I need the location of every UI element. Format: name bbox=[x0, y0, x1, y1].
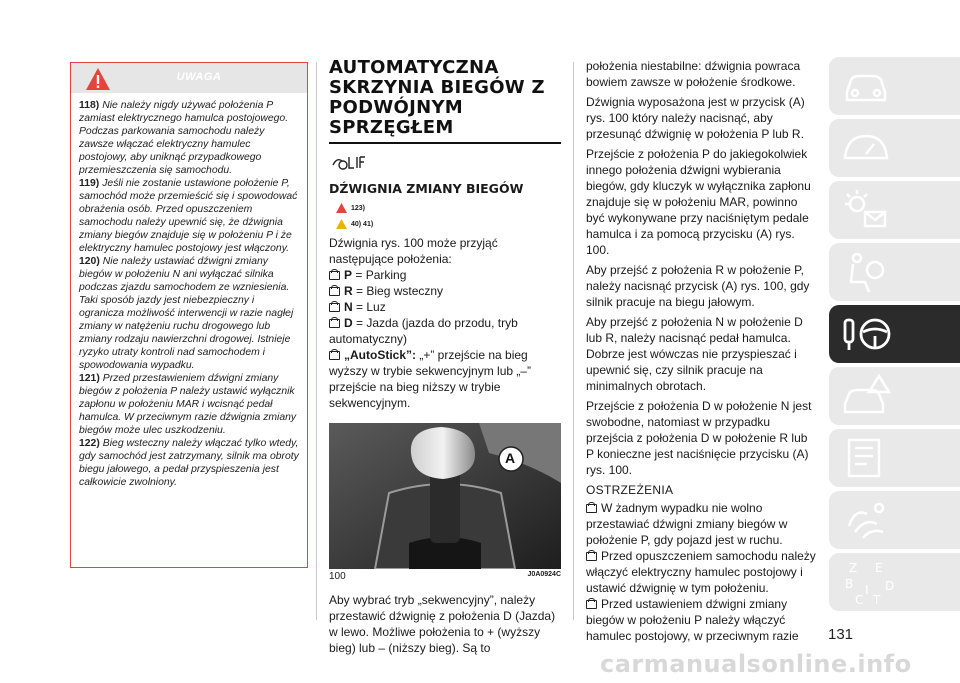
warning-box bbox=[70, 62, 308, 568]
section-title: AUTOMATYCZNA SKRZYNIA BIEGÓW Z PODWÓJNYM SPRZĘGŁEM bbox=[329, 58, 561, 144]
warning-triangle-icon bbox=[336, 203, 347, 213]
key-steering-wheel-icon bbox=[841, 310, 897, 358]
right-column bbox=[586, 58, 818, 644]
car-info-icon bbox=[841, 62, 891, 110]
warning-title: UWAGA bbox=[176, 71, 222, 83]
paragraph: Przejście z położenia P do jakiegokolwiek innego położenia dźwigni wybierania biegów, gdy kluczyk w wyłącznika zapłonu znajduje się w położeniu MAR, powinno być wykonywane przy naciśniętym pedale hamulca i za pomocą przycisku (A) rys. 100. bbox=[586, 147, 811, 257]
note-item: W żadnym wypadku nie wolno przestawiać dźwigni zmiany biegów w położenie P, gdy pojazd jest w ruchu. bbox=[586, 501, 788, 547]
dashboard-icon bbox=[841, 124, 891, 172]
note-item: Przed opuszczeniem samochodu należy włączyć elektryczny hamulec postojowy i ustawić dźwignię w tym położeniu. bbox=[586, 549, 816, 595]
figure-caption bbox=[329, 571, 561, 582]
note-item: Przed ustawieniem dźwigni zmiany biegów w położeniu P należy włączyć hamulec postojowy, w przeciwnym razie bbox=[586, 597, 799, 643]
tab-lights-messages[interactable] bbox=[829, 181, 960, 239]
index-icon bbox=[841, 558, 897, 610]
subsection-title: DŹWIGNIA ZMIANY BIEGÓW bbox=[329, 181, 524, 196]
equipment-symbol bbox=[329, 153, 561, 175]
paragraph: Aby przejść z położenia R w położenie P, należy nacisnąć przycisk (A) rys. 100, gdy silnik pracuje na biegu jałowym. bbox=[586, 263, 810, 309]
car-box-icon bbox=[586, 600, 597, 609]
warning-item: 120) Nie należy ustawiać dźwigni zmiany biegów w położeniu N ani wyłączać silnika podczas zjazdu samochodem ze wzniesienia. Taki sposób jazdy jest niebezpieczny i ogranicza możliwość interwencji w razie nagłej zmiany w natężeniu ruchu drogowego lub zmiany rodzaju nawierzchni drogowej. Istnieje ryzyko utraty kontroli nad samochodem i spowodowania wypadku. bbox=[79, 256, 294, 371]
tab-safety[interactable] bbox=[829, 243, 960, 301]
reference-note: 123) bbox=[351, 204, 366, 212]
caution-triangle-icon bbox=[336, 219, 347, 229]
car-box-icon bbox=[329, 351, 340, 360]
optional-equipment-icon bbox=[329, 153, 367, 173]
tab-dashboard[interactable] bbox=[829, 119, 960, 177]
warning-list bbox=[71, 93, 307, 489]
svg-text:Z: Z bbox=[849, 561, 858, 575]
svg-text:T: T bbox=[873, 593, 881, 607]
position-item: P = Parking bbox=[329, 267, 561, 283]
column-divider bbox=[573, 62, 574, 620]
warning-item: 122) Bieg wsteczny należy włączać tylko wtedy, gdy samochód jest zatrzymany, silnik ma obroty biegu jałowego, a pedał przyspieszenia jest całkowicie zwolniony. bbox=[79, 438, 299, 488]
warning-item: 119) Jeśli nie zostanie ustawione położenie P, samochód może przemieścić się i spowodować obrażenia osób. Przed opuszczeniem samochodu należy upewnić się, że dźwignia zmiany biegów znajduje się w położeniu P i że elektryczny hamulec postojowy jest włączony. bbox=[79, 178, 298, 254]
footer-watermark: carmanualsonline.info bbox=[600, 650, 912, 678]
car-service-icon bbox=[841, 434, 891, 482]
car-warning-icon bbox=[841, 372, 891, 420]
warning-item: 121) Przed przestawieniem dźwigni zmiany biegów z położenia P należy ustawić wyłącznik zapłonu w położeniu MAR i wcisnąć pedał hamulca. W przeciwnym razie dźwignia zmiany biegów może ulec uszkodzeniu. bbox=[79, 373, 297, 436]
position-item: R = Bieg wsteczny bbox=[329, 283, 561, 299]
notes-heading: OSTRZEŻENIA bbox=[586, 483, 674, 497]
safety-airbag-icon bbox=[841, 248, 891, 296]
gear-lever-photo bbox=[329, 423, 561, 569]
paragraph: położenia niestabilne: dźwignia powraca bowiem zawsze w położenie środkowe. bbox=[586, 59, 801, 89]
car-box-icon bbox=[329, 271, 340, 280]
position-item: „AutoStick”: „+” przejście na bieg wyższy w trybie sekwencyjnym lub „–” przejście na bieg niższy w trybie sekwencyjnym. bbox=[329, 348, 532, 410]
svg-text:B: B bbox=[845, 577, 854, 591]
tab-car-info[interactable] bbox=[829, 57, 960, 115]
tab-warnings[interactable] bbox=[829, 367, 960, 425]
car-box-icon bbox=[586, 552, 597, 561]
warning-item: 118) Nie należy nigdy używać położenia P zamiast elektrycznego hamulca postojowego. Podczas parkowania samochodu należy zawsze włączać elektryczny hamulec postojowy, aby uniknąć przypadkowego przemieszczenia się samochodu. bbox=[79, 100, 289, 176]
figure-label: A bbox=[505, 450, 516, 466]
car-box-icon bbox=[329, 287, 340, 296]
car-box-icon bbox=[329, 303, 340, 312]
column-divider bbox=[316, 62, 317, 620]
intro-text: Dźwignia rys. 100 może przyjąć następujące położenia: bbox=[329, 236, 498, 266]
warning-header bbox=[71, 63, 307, 93]
page-number: 131 bbox=[828, 626, 854, 643]
car-box-icon bbox=[329, 319, 340, 328]
figure-number: 100 bbox=[329, 571, 346, 582]
outro-text: Aby wybrać tryb „sekwencyjny”, należy przestawić dźwignię z położenia D (Jazda) w lewo. Możliwe położenia to + (wyższy bieg) lub – (niższy bieg). Są to bbox=[329, 593, 556, 655]
reference-note: 40) 41) bbox=[351, 220, 374, 228]
paragraph: Przejście z położenia D w położenie N jest swobodne, natomiast w przypadku przejścia z położenia D w położenie R lub P konieczne jest naciśnięcie przycisku (A) rys. 100. bbox=[586, 399, 812, 477]
reference-row bbox=[329, 200, 561, 216]
car-box-icon bbox=[586, 504, 597, 513]
paragraph: Aby przejść z położenia N w położenie D lub R, należy nacisnąć pedał hamulca. Dobrze jest wówczas nie przyspieszać i upewnić się, czy silnik pracuje na minimalnych obrotach. bbox=[586, 315, 803, 393]
technical-data-icon bbox=[841, 496, 891, 544]
tab-service[interactable] bbox=[829, 429, 960, 487]
position-item: N = Luz bbox=[329, 299, 561, 315]
svg-text:I: I bbox=[865, 583, 869, 597]
middle-column bbox=[329, 58, 561, 656]
svg-text:D: D bbox=[885, 579, 895, 593]
reference-row bbox=[329, 216, 561, 232]
position-item: D = Jazda (jazda do przodu, tryb automatyczny) bbox=[329, 316, 518, 346]
tab-technical-data[interactable] bbox=[829, 491, 960, 549]
tab-starting-driving[interactable] bbox=[829, 305, 960, 363]
svg-text:C: C bbox=[855, 593, 864, 607]
paragraph: Dźwignia wyposażona jest w przycisk (A) rys. 100 który należy nacisnąć, aby przesunąć dźwignię w położenia P lub R. bbox=[586, 95, 805, 141]
tab-index[interactable] bbox=[829, 553, 960, 611]
figure-code: J0A0924C bbox=[527, 571, 561, 578]
svg-text:E: E bbox=[875, 561, 883, 575]
lights-message-icon bbox=[841, 186, 891, 234]
